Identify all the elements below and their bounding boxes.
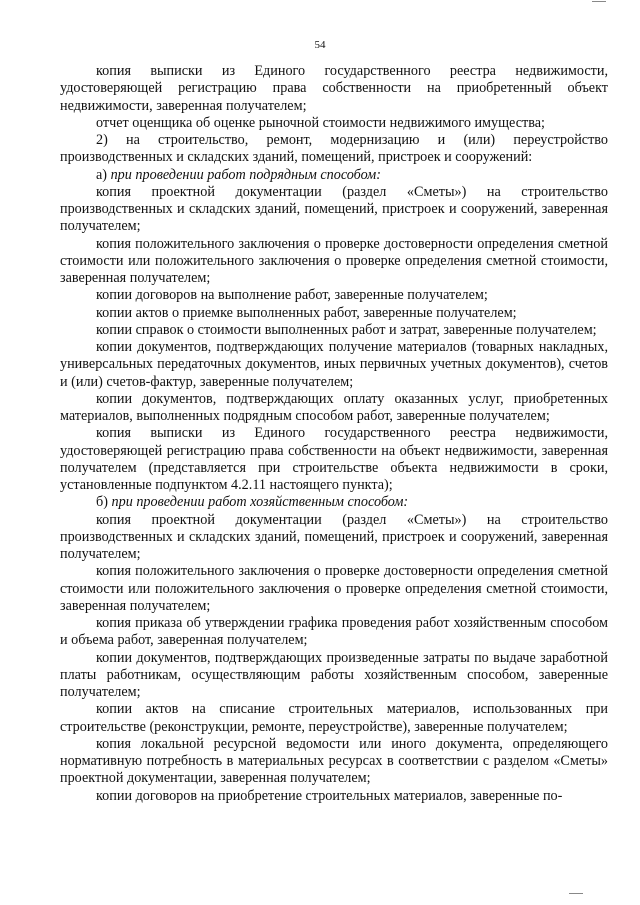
paragraph-18: копии актов на списание строительных материалов, использованных при строительстве (реконструкции, ремонте, переустройстве), заверенные получателем; xyxy=(60,701,608,735)
paragraph-11: копии документов, подтверждающих оплату оказанных услуг, приобретенных материалов, выполненных подрядным способом работ, заверенные получателем; xyxy=(60,390,608,424)
paragraph-12: копия выписки из Единого государственного реестра недвижимости, удостоверяющей регистрацию права собственности на объект недвижимости, заверенная получателем (представляется при строительстве объекта недвижимости в сроки, установленные подпунктом 4.2.11 настоящего пункта); xyxy=(60,425,608,493)
paragraph-9: копии справок о стоимости выполненных работ и затрат, заверенные получателем; xyxy=(96,321,597,338)
scan-artifact-top xyxy=(592,1,606,2)
subheading-a-marker: а) xyxy=(96,166,111,183)
paragraph-8: копии актов о приемке выполненных работ, заверенные получателем; xyxy=(96,304,517,321)
paragraph-19: копия локальной ресурсной ведомости или иного документа, определяющего нормативную потребность в материальных ресурсах в соответствии с разделом «Сметы» проектной документации, заверенная получателем; xyxy=(60,735,608,787)
subheading-a-text: при проведении работ подрядным способом: xyxy=(110,166,381,183)
paragraph-7: копии договоров на выполнение работ, заверенные получателем; xyxy=(96,287,488,304)
page-number: 54 xyxy=(314,39,326,51)
document-body xyxy=(60,63,608,805)
paragraph-2: отчет оценщика об оценке рыночной стоимости недвижимого имущества; xyxy=(96,114,545,131)
subheading-b-text: при проведении работ хозяйственным способом: xyxy=(111,494,409,511)
subheading-b xyxy=(60,494,608,511)
paragraph-6: копия положительного заключения о проверке достоверности определения сметной стоимости или положительного заключения о проверке определения сметной стоимости, заверенная получателем; xyxy=(60,235,608,286)
subheading-b-marker: б) xyxy=(96,494,112,511)
paragraph-5: копия проектной документации (раздел «Сметы») на строительство производственных и складских зданий, помещений, пристроек и сооружений, заверенная получателем; xyxy=(60,183,608,235)
subheading-a xyxy=(60,167,608,184)
paragraph-10: копии документов, подтверждающих получение материалов (товарных накладных, универсальных передаточных документов, иных первичных учетных документов), счетов и (или) счетов-фактур, заверенные получателем; xyxy=(60,339,608,390)
scan-artifact-bottom xyxy=(569,893,583,894)
paragraph-16: копия приказа об утверждении графика проведения работ хозяйственным способом и объема работ, заверенная получателем; xyxy=(60,615,608,649)
paragraph-15: копия положительного заключения о проверке достоверности определения сметной стоимости или положительного заключения о проверке определения сметной стоимости, заверенная получателем; xyxy=(60,563,608,614)
paragraph-20: копии договоров на приобретение строительных материалов, заверенные по- xyxy=(96,787,563,804)
paragraph-1: копия выписки из Единого государственного реестра недвижимости, удостоверяющей регистрацию права собственности на приобретенный объект недвижимости, заверенная получателем; xyxy=(60,63,608,114)
paragraph-17: копии документов, подтверждающих произведенные затраты по выдаче заработной платы работникам, осуществляющим работы хозяйственным способом, заверенные получателем; xyxy=(60,649,608,700)
paragraph-14: копия проектной документации (раздел «Сметы») на строительство производственных и складских зданий, помещений, пристроек и сооружений, заверенная получателем; xyxy=(60,511,608,562)
paragraph-3: 2) на строительство, ремонт, модернизацию и (или) переустройство производственных и складских зданий, помещений, пристроек и сооружений: xyxy=(60,132,608,166)
